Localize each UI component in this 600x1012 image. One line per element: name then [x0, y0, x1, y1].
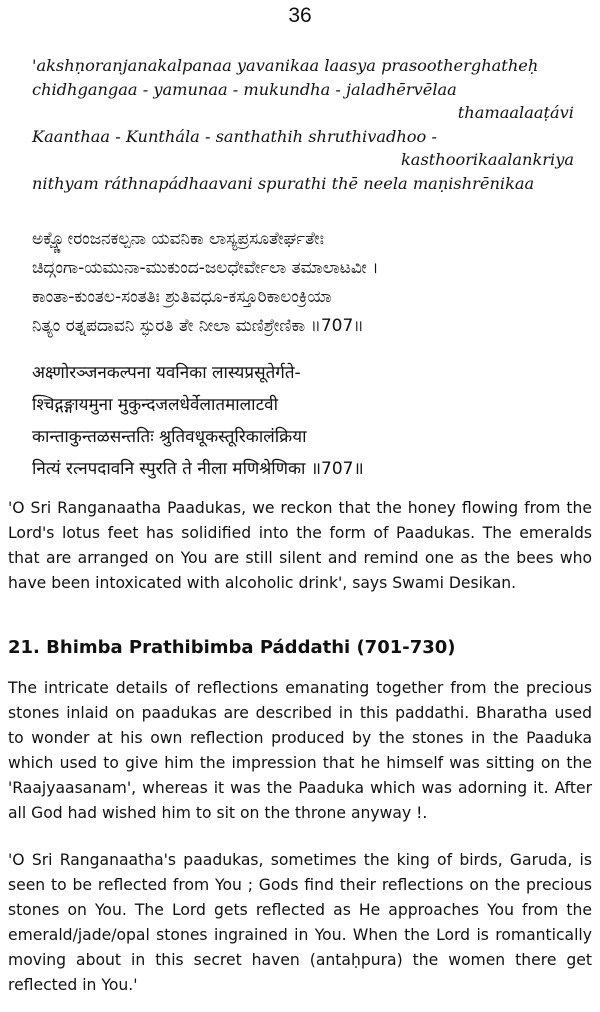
sanskrit-verse [32, 357, 582, 485]
sanskrit-line: कान्ताकुन्तळसन्ततिः श्रुतिवधूकस्तूरिकालंक्रिया [32, 427, 307, 447]
translit-line: 'akshṇoranjanakalpanaa yavanikaa laasya prasootherghatheḥ [32, 56, 539, 75]
transliteration-verse [32, 54, 574, 195]
translit-line: chidhgangaa - yamunaa - mukundha - jaladhērvēlaa [32, 79, 457, 99]
translit-line: thamaalaaṭávi [457, 103, 574, 122]
section-heading: 21. Bhimba Prathibimba Páddathi (701-730) [8, 637, 456, 658]
sanskrit-line: नित्यं रत्नपदावनि स्पुरति ते नीला मणिश्रेणिका ॥707॥ [32, 459, 364, 479]
kannada-line: ಚಿದ್ಗಂಗಾ-ಯಮುನಾ-ಮುಕುಂದ-ಜಲಧೇರ್ವೇಲಾ ತಮಾಲಾಟವೀ । [32, 258, 379, 278]
kannada-line: ಕಾಂತಾ-ಕುಂತಲ-ಸಂತತಿಃ ಶ್ರುತಿವಧೂ-ಕಸ್ತೂರಿಕಾಲಂಕ್ರಿಯಾ [32, 287, 332, 307]
translit-line: kasthoorikaalankriya [401, 150, 574, 169]
verse-commentary: 'O Sri Ranganaatha Paadukas, we reckon that the honey flowing from the Lord's lotus feet has solidified into the form of Paadukas. The emeralds that are arranged on You are still silent and remind one as the bees who have been intoxicated with alcoholic drink', says Swami Desikan. [8, 499, 592, 592]
kannada-line: ಅಕ್ಷ್ಣೋರಂಜನಕಲ್ಪನಾ ಯವನಿಕಾ ಲಾಸ್ಯಪ್ರಸೂತೇರ್ಘತೇಃ [32, 229, 324, 249]
kannada-verse [32, 225, 582, 341]
section-intro: The intricate details of reflections emanating together from the precious stones inlaid on paadukas are described in this paddathi. Bharatha used to wonder at his own reflection produced by the stones in the Paaduka which used to give him the impression that he himself was sitting on the 'Raajyaasanam', whereas it was the Paaduka which was adorning it. After all God had wished him to sit on the throne anyway !. [8, 679, 592, 822]
kannada-line: ನಿತ್ಯಂ ರತ್ನಪದಾವನಿ ಸ್ಫುರತಿ ತೇ ನೀಲಾ ಮಣಿಶ್ರೇಣಿಕಾ ॥707॥ [32, 316, 364, 336]
sanskrit-line: अक्ष्णोरञ्जनकल्पना यवनिका लास्यप्रसूतेर्गते- [32, 363, 301, 383]
sanskrit-line: श्चिद्गङ्गायमुना मुकुन्दजलधेर्वेलातमालाटवी [32, 395, 279, 415]
translit-line: nithyam ráthnapádhaavani spurathi thē neela maṇishrēnikaa [32, 173, 535, 193]
verse-meaning: 'O Sri Ranganaatha's paadukas, sometimes the king of birds, Garuda, is seen to be reflected from You ; Gods find their reflections on the precious stones on You. The Lord gets reflected as He approaches You from the emerald/jade/opal stones ingrained in You. When the Lord is romantically moving about in this secret haven (antaḥpura) the women there get reflected in You.' [8, 851, 592, 994]
page-number: 36 [288, 4, 312, 27]
translit-line: Kaanthaa - Kunthála - santhathih shruthivadhoo - [32, 126, 437, 146]
